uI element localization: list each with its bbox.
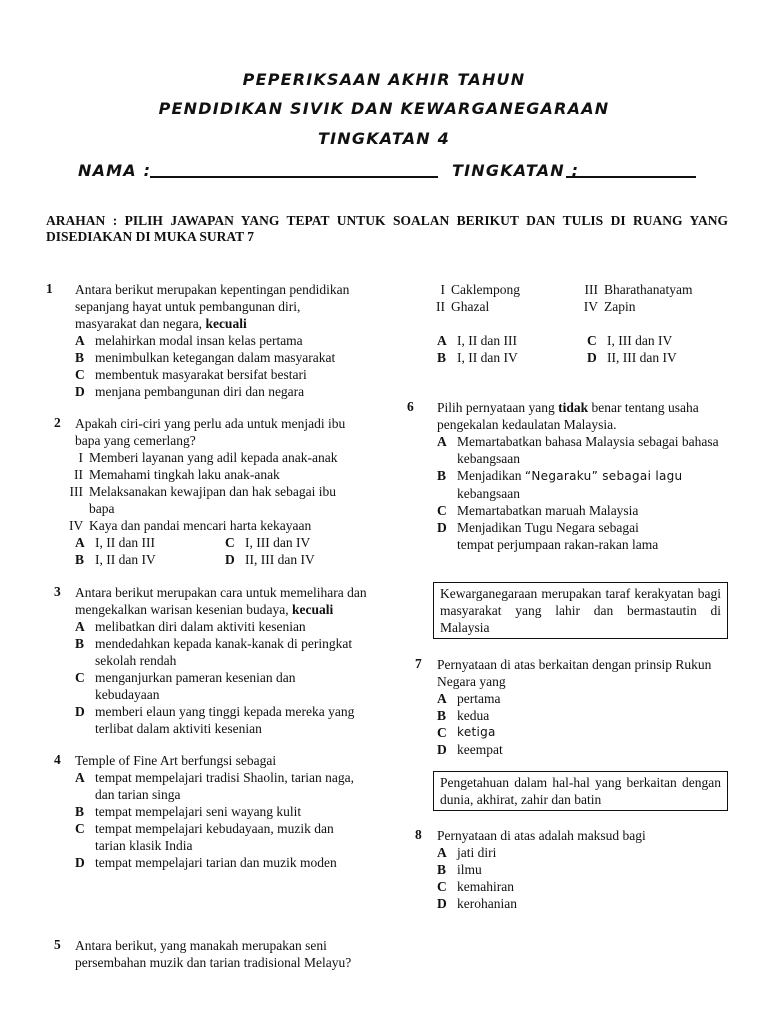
q2-item-1: [75, 449, 365, 466]
form-title: TINGKATAN 4: [318, 129, 450, 148]
q7-option-c[interactable]: [437, 724, 733, 741]
q2-item-3: [69, 483, 365, 517]
nama-blank[interactable]: [150, 176, 438, 178]
q2-option-a[interactable]: [75, 534, 225, 551]
q5-option-d[interactable]: [587, 349, 677, 366]
q5-items-row-1: [437, 281, 737, 298]
tingkatan-label: TINGKATAN :: [452, 161, 580, 180]
option-letter: C: [437, 879, 447, 894]
item-text: Bharathanatyam: [604, 282, 693, 297]
question-5-continued: [437, 281, 737, 366]
q1-stem: [75, 281, 365, 332]
q1-option-c[interactable]: [75, 366, 365, 383]
option-text-part: Menjadikan: [457, 468, 522, 483]
option-text: tempat mempelajari seni wayang kulit: [95, 804, 302, 819]
option-text: I, II dan IV: [457, 350, 518, 365]
q3-option-d[interactable]: [75, 703, 367, 737]
option-letter: A: [75, 770, 85, 785]
option-text: memberi elaun yang tinggi kepada mereka yang terlibat dalam aktiviti kesenian: [95, 704, 355, 736]
q6-option-b[interactable]: [437, 467, 733, 502]
option-text: tempat mempelajari tradisi Shaolin, tarian naga, dan tarian singa: [95, 770, 355, 802]
q3-option-c[interactable]: [75, 669, 367, 703]
q7-option-d[interactable]: [437, 741, 733, 758]
option-letter: B: [75, 350, 85, 365]
q3-option-b[interactable]: [75, 635, 367, 669]
item-text: Zapin: [604, 299, 636, 314]
option-letter: B: [75, 552, 85, 567]
q6-number: 6: [407, 399, 414, 414]
statement-box-q7: Kewarganegaraan merupakan taraf kerakyatan bagi masyarakat yang lahir dan bermastautin di Malaysia: [433, 582, 728, 639]
nama-label: NAMA :: [78, 161, 152, 180]
option-text: jati diri: [457, 845, 497, 860]
option-text: menjana pembangunan diri dan negara: [95, 384, 305, 399]
q5-option-a[interactable]: [437, 332, 587, 349]
q5-stem: Antara berikut, yang manakah merupakan seni persembahan muzik dan tarian tradisional Melayu?: [75, 938, 352, 970]
statement-box-q8: Pengetahuan dalam hal-hal yang berkaitan dengan dunia, akhirat, zahir dan batin: [433, 771, 728, 811]
q7-number: 7: [415, 656, 422, 671]
option-letter: D: [437, 742, 447, 757]
q6-stem: [437, 399, 733, 433]
q8-option-a[interactable]: [437, 844, 733, 861]
option-text: ilmu: [457, 862, 482, 877]
q1-keyword: kecuali: [205, 316, 247, 331]
item-text: Kaya dan pandai mencari harta kekayaan: [89, 518, 312, 533]
q5-item-1: [437, 281, 587, 298]
option-text-handwritten: “Negaraku” sebagai lagu: [524, 469, 683, 483]
q5-option-b[interactable]: [437, 349, 587, 366]
q5-items-row-2: [437, 298, 737, 315]
option-letter: A: [75, 619, 85, 634]
option-letter: A: [437, 333, 447, 348]
q2-item-4: [69, 517, 365, 534]
option-text: I, II dan III: [457, 333, 517, 348]
q1-option-a[interactable]: [75, 332, 365, 349]
option-letter: D: [75, 704, 85, 719]
name-line: [78, 161, 698, 180]
option-letter: D: [587, 350, 597, 365]
q4-option-b[interactable]: [75, 803, 367, 820]
q6-keyword: tidak: [558, 400, 589, 415]
q7-option-a[interactable]: [437, 690, 733, 707]
question-5: [75, 937, 367, 971]
q5-item-3: [584, 281, 693, 298]
option-text: melibatkan diri dalam aktiviti kesenian: [95, 619, 306, 634]
option-text: II, III dan IV: [607, 350, 677, 365]
option-text: mendedahkan kepada kanak-kanak di peringkat sekolah rendah: [95, 636, 353, 668]
option-text: I, II dan IV: [95, 552, 156, 567]
q7-stem: Pernyataan di atas berkaitan dengan prinsip Rukun Negara yang: [437, 657, 712, 689]
option-letter: D: [75, 384, 85, 399]
roman-numeral: IV: [583, 299, 598, 314]
exam-title: PEPERIKSAAN AKHIR TAHUN: [242, 70, 526, 89]
q3-stem-text: Antara berikut merupakan cara untuk memelihara dan mengekalkan warisan kesenian budaya,: [75, 585, 367, 617]
option-letter: B: [437, 468, 447, 483]
option-text: kemahiran: [457, 879, 514, 894]
question-7: [437, 656, 733, 758]
q5-options-row-1: [437, 332, 737, 349]
q1-option-d[interactable]: [75, 383, 365, 400]
q6-option-c[interactable]: [437, 502, 733, 519]
q4-number: 4: [54, 752, 61, 767]
question-1: [75, 281, 365, 400]
q4-option-a[interactable]: [75, 769, 367, 803]
option-text: kedua: [457, 708, 490, 723]
option-text: Menjadikan Tugu Negara sebagai tempat perjumpaan rakan-rakan lama: [457, 520, 659, 552]
option-letter: A: [437, 434, 447, 449]
q5-number: 5: [54, 937, 61, 952]
option-text: tempat mempelajari tarian dan muzik moden: [95, 855, 337, 870]
option-text: kerohanian: [457, 896, 517, 911]
option-text: II, III dan IV: [245, 552, 315, 567]
option-text: membentuk masyarakat bersifat bestari: [95, 367, 307, 382]
option-letter: B: [75, 636, 85, 651]
q6-stem-text: Pilih pernyataan yang: [437, 400, 555, 415]
q2-option-d[interactable]: [225, 551, 315, 568]
option-text: Memartabatkan maruah Malaysia: [457, 503, 639, 518]
item-text: Caklempong: [451, 282, 520, 297]
roman-numeral: II: [74, 467, 83, 482]
q2-item-2: [75, 466, 365, 483]
q6-option-d[interactable]: [437, 519, 733, 553]
question-6: [437, 399, 733, 553]
roman-numeral: IV: [69, 518, 84, 533]
q6-option-a[interactable]: [437, 433, 733, 467]
q3-number: 3: [54, 584, 61, 599]
q7-option-b[interactable]: [437, 707, 733, 724]
q4-option-d[interactable]: [75, 854, 367, 871]
q4-option-c[interactable]: [75, 820, 367, 854]
q3-option-a[interactable]: [75, 618, 367, 635]
q8-option-d[interactable]: [437, 895, 733, 912]
item-text: Memberi layanan yang adil kepada anak-anak: [89, 450, 338, 465]
option-letter: C: [437, 503, 447, 518]
question-2: [69, 415, 365, 568]
option-letter: A: [75, 333, 85, 348]
option-letter: D: [75, 855, 85, 870]
option-letter: B: [437, 862, 447, 877]
option-text: [457, 467, 733, 502]
instructions: ARAHAN : PILIH JAWAPAN YANG TEPAT UNTUK SOALAN BERIKUT DAN TULIS DI RUANG YANG DISEDIAKAN DI MUKA SURAT 7: [46, 213, 728, 244]
q5-item-2: [437, 298, 587, 315]
q2-number: 2: [54, 415, 61, 430]
option-text: I, II dan III: [95, 535, 155, 550]
option-letter: A: [75, 535, 85, 550]
option-text: ketiga: [457, 725, 496, 739]
option-text: tempat mempelajari kebudayaan, muzik dan tarian klasik India: [95, 821, 334, 853]
q3-stem: [75, 584, 367, 618]
q1-stem-text: Antara berikut merupakan kepentingan pendidikan sepanjang hayat untuk pembangunan diri, masyarakat dan negara,: [75, 282, 350, 331]
roman-numeral: III: [584, 282, 598, 297]
option-letter: C: [225, 535, 235, 550]
option-letter: B: [75, 804, 85, 819]
q2-options-row-1: [75, 534, 365, 551]
q2-stem: Apakah ciri-ciri yang perlu ada untuk menjadi ibu bapa yang cemerlang?: [75, 416, 346, 448]
option-letter: C: [75, 821, 85, 836]
item-text: Memahami tingkah laku anak-anak: [89, 467, 280, 482]
roman-numeral: III: [69, 484, 83, 499]
q8-number: 8: [415, 827, 422, 842]
item-text: Ghazal: [451, 299, 490, 314]
option-text: pertama: [457, 691, 501, 706]
q8-option-b[interactable]: [437, 861, 733, 878]
q8-stem: Pernyataan di atas adalah maksud bagi: [437, 828, 646, 843]
option-text: menganjurkan pameran kesenian dan kebudayaan: [95, 670, 296, 702]
option-text: keempat: [457, 742, 503, 757]
q5-item-4: [583, 298, 636, 315]
option-letter: B: [437, 708, 447, 723]
q3-keyword: kecuali: [292, 602, 334, 617]
item-text: Melaksanakan kewajipan dan hak sebagai ibu bapa: [89, 484, 337, 516]
subject-title: PENDIDIKAN SIVIK DAN KEWARGANEGARAAN: [158, 99, 610, 118]
question-4: [75, 752, 367, 871]
option-letter: C: [75, 367, 85, 382]
q2-option-c[interactable]: [225, 534, 310, 551]
q4-stem: Temple of Fine Art berfungsi sebagai: [75, 753, 277, 768]
q2-options-row-2: [75, 551, 365, 568]
option-text: Memartabatkan bahasa Malaysia sebagai bahasa kebangsaan: [457, 434, 719, 466]
q6-stem-text-2: benar tentang usaha pengekalan kedaulatan Malaysia.: [437, 400, 699, 432]
option-letter: B: [437, 350, 447, 365]
option-letter: C: [75, 670, 85, 685]
option-letter: C: [437, 725, 447, 740]
q5-option-c[interactable]: [587, 332, 672, 349]
question-8: [437, 827, 733, 912]
option-letter: C: [587, 333, 597, 348]
q2-option-b[interactable]: [75, 551, 225, 568]
option-letter: D: [225, 552, 235, 567]
q8-option-c[interactable]: [437, 878, 733, 895]
option-text-part: kebangsaan: [457, 486, 520, 501]
roman-numeral: I: [440, 282, 445, 297]
roman-numeral: II: [436, 299, 445, 314]
option-letter: D: [437, 520, 447, 535]
option-letter: A: [437, 691, 447, 706]
option-text: I, III dan IV: [607, 333, 673, 348]
q1-option-b[interactable]: [75, 349, 365, 366]
q5-options-row-2: [437, 349, 737, 366]
option-text: melahirkan modal insan kelas pertama: [95, 333, 303, 348]
roman-numeral: I: [78, 450, 83, 465]
q1-number: 1: [46, 281, 53, 296]
option-letter: A: [437, 845, 447, 860]
tingkatan-blank[interactable]: [566, 176, 696, 178]
option-text: menimbulkan ketegangan dalam masyarakat: [95, 350, 336, 365]
option-letter: D: [437, 896, 447, 911]
question-3: [75, 584, 367, 737]
option-text: I, III dan IV: [245, 535, 311, 550]
